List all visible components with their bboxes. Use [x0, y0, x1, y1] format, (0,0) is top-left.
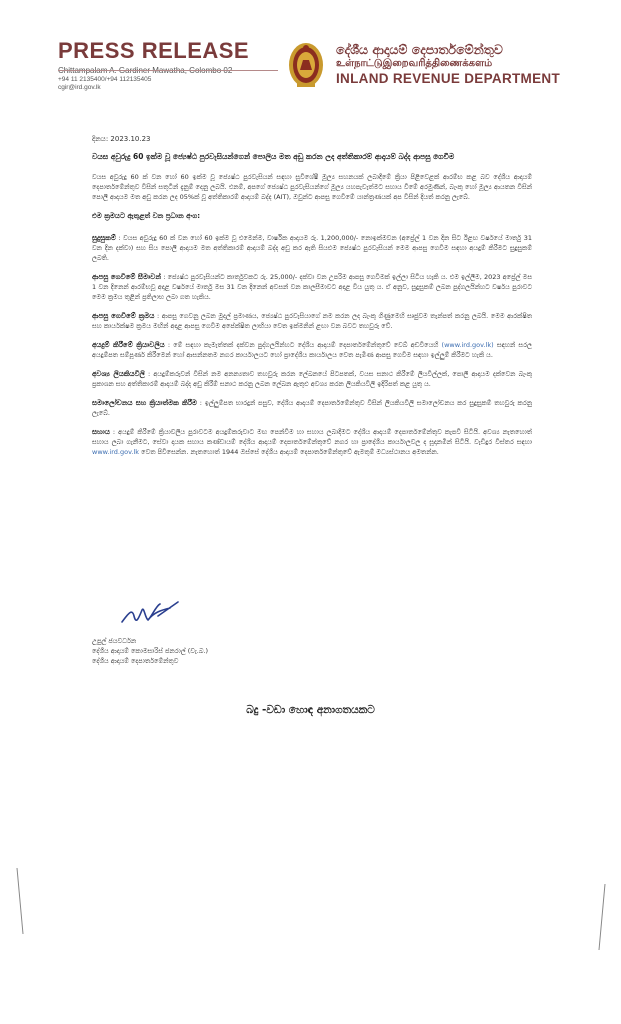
item-text: : ඉල්ලුම්පත භාරදුන් පසුව, දේශීය ආදායම් දෙපාර්තමේන්තුව විසින් ලියකියවිලි සමාලෝචනය කර සුදුසුකම් තහවුරු කරනු ලැබේ.	[92, 399, 532, 417]
release-date: දිනය: 2023.10.23	[92, 135, 151, 143]
department-email: cgir@ird.gov.lk	[58, 84, 101, 91]
item-text: : ආපසු ගෙවනු ලබන මුදල් ප්‍රමාණය, ජ්‍යෙෂ්ඨ පුරවැසියාගේ නම කරන ලද බැංකු ගිණුමෙහි සෘජුවම තැන්පත් කරනු ලබයි. මෙම ආරක්ෂිත සහ කාර්යක්ෂම ක්‍රමය මඟින් අදාළ ආපසු ගෙවීම අපේක්ෂිත ලාභියා වෙත ඉක්මනින් ළඟා වන බවට තහවුරු වේ.	[92, 312, 532, 330]
item-text: : ජ්‍යෙෂ්ඨ පුරවැසියන්ට කාර්තුවකට රු. 25,000/- දක්වා වන උපරිම ආපසු ගෙවීමක් ඉල්ලා සිටිය හැකි ය. එම ඉල්ලීම, 2023 අප්‍රේල් මස 1 වන දිනෙන් ආරම්භවූ අදාළ වර්ෂයේ මාර්තු මස 31 වන දිනෙන් අවසන් වන කාලසීමාවට අදාළ විය යුතු ය. ඒ අනුව, සුදුසුකම් ලබන පුද්ගලයින්හට වර්ෂය පුරාවට මෙම ක්‍රමය තුළින් ප්‍රතිලාභ ලබා ගත හැකිය.	[92, 273, 532, 301]
margin-mark	[596, 882, 608, 952]
item-application-process	[92, 340, 532, 360]
item-text-after: සඳහන් සරල අයදුම්පත සම්පූර්ණ කිරීමෙන් හෝ ආසන්නතම නගර කාර්යාලයට හෝ ප්‍රාදේශීය කාර්යාලය වෙත පැමිණ ආපසු ගෙවීම සඳහා ඉල්ලුම් කිරීමට හැකි ය.	[92, 341, 532, 359]
header-right-block	[336, 42, 566, 86]
item-refund-method	[92, 311, 532, 331]
intro-paragraph: වයස අවුරුදු 60 ක් වන හෝ 60 ඉක්ම වූ ජ්‍යෙෂ්ඨ පුරවැසියන් සඳහා සුවිශේෂී මූල්‍ය සහනයක් ලබාදීමේ ක්‍රියා පිළිවෙළක් ආරම්භ කළ බව දේශීය ආදායම් දෙපාර්තමේන්තුව විසින් සතුටින් දැනුම් දෙනු ලබයි. එනම්, අපගේ ජ්‍යෙෂ්ඨ පුරවැසියන්ගේ මූල්‍ය යහපැවැත්මට සහාය වීමේ අරමුණින්, බැංකු හෝ මූල්‍ය ආයතන විසින් පොලී ආදායම මත අඩු කරන ලද 05%ක් වූ අත්තිකාරම් ආදායම් බද්ද (AIT), ඔවුන්ට ආපසු ගෙවීමේ යාන්ත්‍රණයක් අප විසින් දියත් කරනු ලැබේ.	[92, 173, 532, 201]
item-label: ආපසු ගෙවීමේ සීමාවන්	[92, 273, 162, 281]
item-label: අයදුම් කිරීමේ ක්‍රියාවලිය	[92, 341, 165, 349]
item-required-documents	[92, 369, 532, 389]
website-link[interactable]: www.ird.gov.lk	[92, 448, 140, 456]
item-label: ආපසු ගෙවීමේ ක්‍රමය	[92, 312, 155, 320]
department-name-tamil: உள்நாட்டுஇறைவரித்திணைக்களம்	[336, 58, 493, 69]
signer-name: උපුල් ජයවර්ධන	[92, 637, 137, 645]
item-review-processing	[92, 398, 532, 418]
item-label: සුදුසුකම්	[92, 234, 116, 242]
item-text: : අයදුම් කිරීමේ ක්‍රියාවලිය පුරාවටම අයදුම්කරුවාට මඟ පෙන්වීම හා සහාය ලබාදීමට දේශීය ආදායම් දෙපාර්තමේන්තුව කැපවී සිටියි. අවශ්‍ය නැතහොත් සහාය ලබා ගැනීමට, සේවා දායක සහාය කණ්ඩායම් දේශීය ආදායම් දෙපාර්තමේන්තුවේ නගර හා ප්‍රාදේශීය කාර්යාලවල ද සූදානමින් සිටියි. වැඩිදුර විස්තර සඳහා	[92, 428, 532, 446]
signer-title: දේශීය ආදායම් කොමසාරිස් ජනරාල් (වැ.බ.)	[92, 647, 209, 655]
header-divider	[58, 70, 278, 71]
website-link[interactable]: (www.ird.gov.lk)	[441, 341, 494, 349]
signer-organization: දේශීය ආදායම් දෙපාර්තමේන්තුව	[92, 657, 179, 665]
key-features-subheading: එම ක්‍රමයට ඇතුළත් වන ප්‍රධාන අංග:	[92, 212, 201, 220]
item-label: සහාය	[92, 428, 110, 436]
item-label: සමාලෝචනය සහ ක්‍රියාත්මක කිරීම	[92, 399, 197, 407]
item-support	[92, 427, 532, 457]
tax-slogan: බදු -වඩා හොඳ අනාගතයකට	[246, 704, 375, 716]
signer-block	[92, 636, 208, 666]
release-heading: වයස අවුරුදු 60 ඉක්ම වූ ජ්‍යෙෂ්ඨ පුරවැසියන්ගෙන් පොලිය මත අඩු කරන ලද අත්තිකාරම් ආදායම් බද්ද ආපසු ගෙවීම	[92, 152, 455, 161]
item-refund-limits	[92, 272, 532, 302]
item-text: : වයස අවුරුදු 60 ක් වන හෝ 60 ඉක්ම වූ එමෙන්ම, වාර්ෂික ආදායම රු. 1,200,000/- නොඉක්මවන (අප්‍රේල් 1 වන දින සිට ඊළඟ වර්ෂයේ මාර්තු 31 වන දින දක්වා) සහ සිය පොලී ආදායම මත අත්තිකාරම් ආදායම් බද්ද අඩු කර ඇති සියළුම ජ්‍යෙෂ්ඨ පුරවැසියන් මෙම ආපසු ගෙවීම සඳහා අයදුම් කිරීමට සුදුසුකම් ලබති.	[92, 234, 532, 262]
item-text: : අයදුම්කරුවන් විසින් නම අනන්‍යතාව තහවුරු කරන ලේඛනයේ පිටපතක්, වයස සනාථ කිරීමේ ලියවිල්ලක්, පොලී ආදායම දක්වෙන බැංකු ප්‍රකාශන සහ අත්තිකාරම් ආදායම් බද්ද අඩු කිරීම් සනාථ කරනු ලබන ලේඛන ඇතුළු අවශ්‍ය කරන ලියකියවිලි ඉදිරිපත් කළ යුතු ය.	[92, 370, 532, 388]
item-text-after: වෙත පිවිසෙන්න. නැතහොත් 1944 ඔස්සේ දේශීය ආදායම් දෙපාර්තමේන්තුවේ ඇමතුම් මධ්‍යස්ථානය අමතන්න.	[141, 448, 439, 456]
sri-lanka-emblem-icon	[287, 40, 325, 90]
item-text: : මේ සඳහා කැමැත්තක් දක්වන පුද්ගලයින්හට දේශීය ආදායම් දෙපාර්තමේන්තුවේ වෙබ් අඩවියෙහි	[167, 341, 439, 349]
department-name-sinhala: දේශීය ආදායම් දෙපාර්තමේන්තුව	[336, 42, 503, 57]
department-phones: +94 11 2135400/+94 112135405	[58, 76, 152, 83]
margin-mark	[14, 866, 26, 936]
signature-image	[118, 596, 188, 632]
header-left-block	[58, 38, 249, 91]
item-label: අවශ්‍ය ලියකියවිලි	[92, 370, 145, 378]
press-release-body	[92, 134, 532, 466]
press-release-title: PRESS RELEASE	[58, 38, 250, 63]
department-name-english: INLAND REVENUE DEPARTMENT	[336, 71, 561, 86]
item-eligibility	[92, 233, 532, 263]
